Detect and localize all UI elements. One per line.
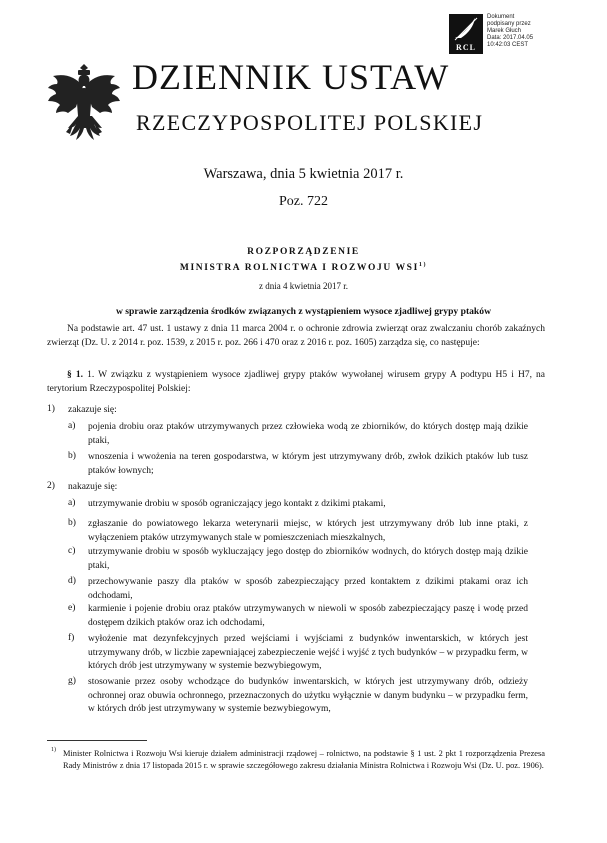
point-text: nakazuje się: bbox=[68, 482, 118, 492]
eagle-emblem-icon bbox=[46, 62, 122, 148]
point-text: zakazuje się: bbox=[68, 405, 117, 415]
letter-text: pojenia drobiu oraz ptaków utrzymywanych przez człowieka wodą ze zbiorników, do których dostęp mają dzikie ptaki, bbox=[88, 422, 528, 446]
letter-label: f) bbox=[68, 633, 75, 643]
act-date: z dnia 4 kwietnia 2017 r. bbox=[259, 281, 348, 291]
letter-label: e) bbox=[68, 603, 76, 613]
journal-subtitle: RZECZYPOSPOLITEJ POLSKIEJ bbox=[136, 110, 484, 135]
footnote-text: Minister Rolnictwa i Rozwoju Wsi kieruje działem administracji rządowej – rolnictwo, na podstawie § 1 ust. 2 pkt 1 rozporządzenia Prezesa Rady Ministrów z dnia 17 listopada 2015 r. w sprawie szczegółowego zakresu działania Ministra Rolnictwa i Rozwoju Wsi (Dz. U. poz. 1906). bbox=[63, 749, 545, 770]
electronic-signature bbox=[449, 14, 605, 58]
letter-label: c) bbox=[68, 546, 76, 556]
letter-text: zgłaszanie do powiatowego lekarza weterynarii miejsc, w których jest utrzymywany drób lub inne ptaki, z wyłączeniem ptaków utrzymywanych stale w pomieszczeniach mieszkalnych, bbox=[88, 519, 528, 543]
letter-text: wnoszenia i wwożenia na teren gospodarstwa, w którym jest utrzymywany drób, zwłok dzikich ptaków lub tusz ptaków łownych; bbox=[88, 452, 528, 476]
letter-text: utrzymywanie drobiu w sposób ograniczający jego kontakt z dzikimi ptakami, bbox=[88, 499, 386, 509]
journal-title: DZIENNIK USTAW bbox=[132, 57, 450, 97]
signature-line: Data: 2017.04.05 bbox=[487, 35, 534, 41]
letter-label: g) bbox=[68, 676, 76, 686]
signature-line: Marek Głuch bbox=[487, 28, 522, 34]
letter-text: stosowanie przez osoby wchodzące do budynków inwentarskich, w których jest utrzymywany drób, odzieży ochronnej oraz obuwia ochronnego, przeznaczonych do użytku wyłącznie w danym budynku – w przypadku ferm, w których drób jest utrzymywany w systemie bezwybiegowym, bbox=[88, 677, 528, 714]
section-intro-text: 1. W związku z wystąpieniem wysoce zjadliwej grypy ptaków wywołanej wirusem grypy A podtypu H5 i H7, na terytorium Rzeczypospolitej Polskiej: bbox=[47, 370, 546, 394]
letter-text: wyłożenie mat dezynfekcyjnych przed wejściami i wyjściami z budynków inwentarskich, w których jest utrzymywany drób, w liczbie zapewniającej zabezpieczenie wejść i wyjść z tych budynków – w przypadku ferm, w których drób jest utrzymywany w systemie bezwybiegowym, bbox=[88, 634, 528, 671]
letter-label: d) bbox=[68, 576, 76, 586]
letter-text: przechowywanie paszy dla ptaków w sposób zabezpieczający przed kontaktem z dzikimi ptakami oraz ich odchodami, bbox=[88, 577, 528, 601]
position-number: Poz. 722 bbox=[279, 194, 328, 209]
preamble: Na podstawie art. 47 ust. 1 ustawy z dnia 11 marca 2004 r. o ochronie zdrowia zwierząt oraz zwalczaniu chorób zakaźnych zwierząt (Dz. U. z 2014 r. poz. 1539, z 2015 r. poz. 266 i 470 oraz z 2016 r. poz. 1605) zarządza się, co następuje: bbox=[47, 324, 545, 348]
letter-label: b) bbox=[68, 518, 76, 528]
section-1-intro bbox=[47, 369, 545, 396]
point-label: 2) bbox=[47, 481, 55, 491]
act-type: ROZPORZĄDZENIE bbox=[247, 247, 360, 257]
letter-text: utrzymywanie drobiu w sposób wykluczający jego dostęp do zbiorników wodnych, do których dostęp mają dzikie ptaki, bbox=[88, 547, 528, 571]
point-label: 1) bbox=[47, 404, 55, 414]
letter-label: a) bbox=[68, 498, 76, 508]
footnote-mark: 1) bbox=[51, 747, 56, 753]
footnote-ref: 1) bbox=[418, 262, 428, 268]
signature-text bbox=[487, 14, 533, 49]
issue-date: Warszawa, dnia 5 kwietnia 2017 r. bbox=[203, 166, 404, 182]
section-label: § 1. bbox=[67, 370, 83, 380]
signature-line: Dokument bbox=[487, 14, 515, 20]
signature-line: 10:42:03 CEST bbox=[487, 42, 529, 48]
letter-label: a) bbox=[68, 421, 76, 431]
signature-line: podpisany przez bbox=[487, 21, 531, 27]
rcl-logo-icon bbox=[449, 14, 483, 54]
quill-icon bbox=[449, 14, 483, 44]
letter-label: b) bbox=[68, 451, 76, 461]
rcl-logo-text: RCL bbox=[456, 43, 476, 52]
act-issuer bbox=[0, 262, 607, 273]
footnote-divider bbox=[47, 740, 147, 741]
act-issuer-text: MINISTRA ROLNICTWA I ROZWOJU WSI bbox=[179, 263, 419, 274]
letter-text: karmienie i pojenie drobiu oraz ptaków utrzymywanych w niewoli w sposób zabezpieczający paszę i wodę przed dostępem dzikich ptaków oraz ich odchodami, bbox=[88, 604, 528, 628]
act-subject: w sprawie zarządzenia środków związanych z wystąpieniem wysoce zjadliwej grypy ptaków bbox=[115, 306, 491, 317]
